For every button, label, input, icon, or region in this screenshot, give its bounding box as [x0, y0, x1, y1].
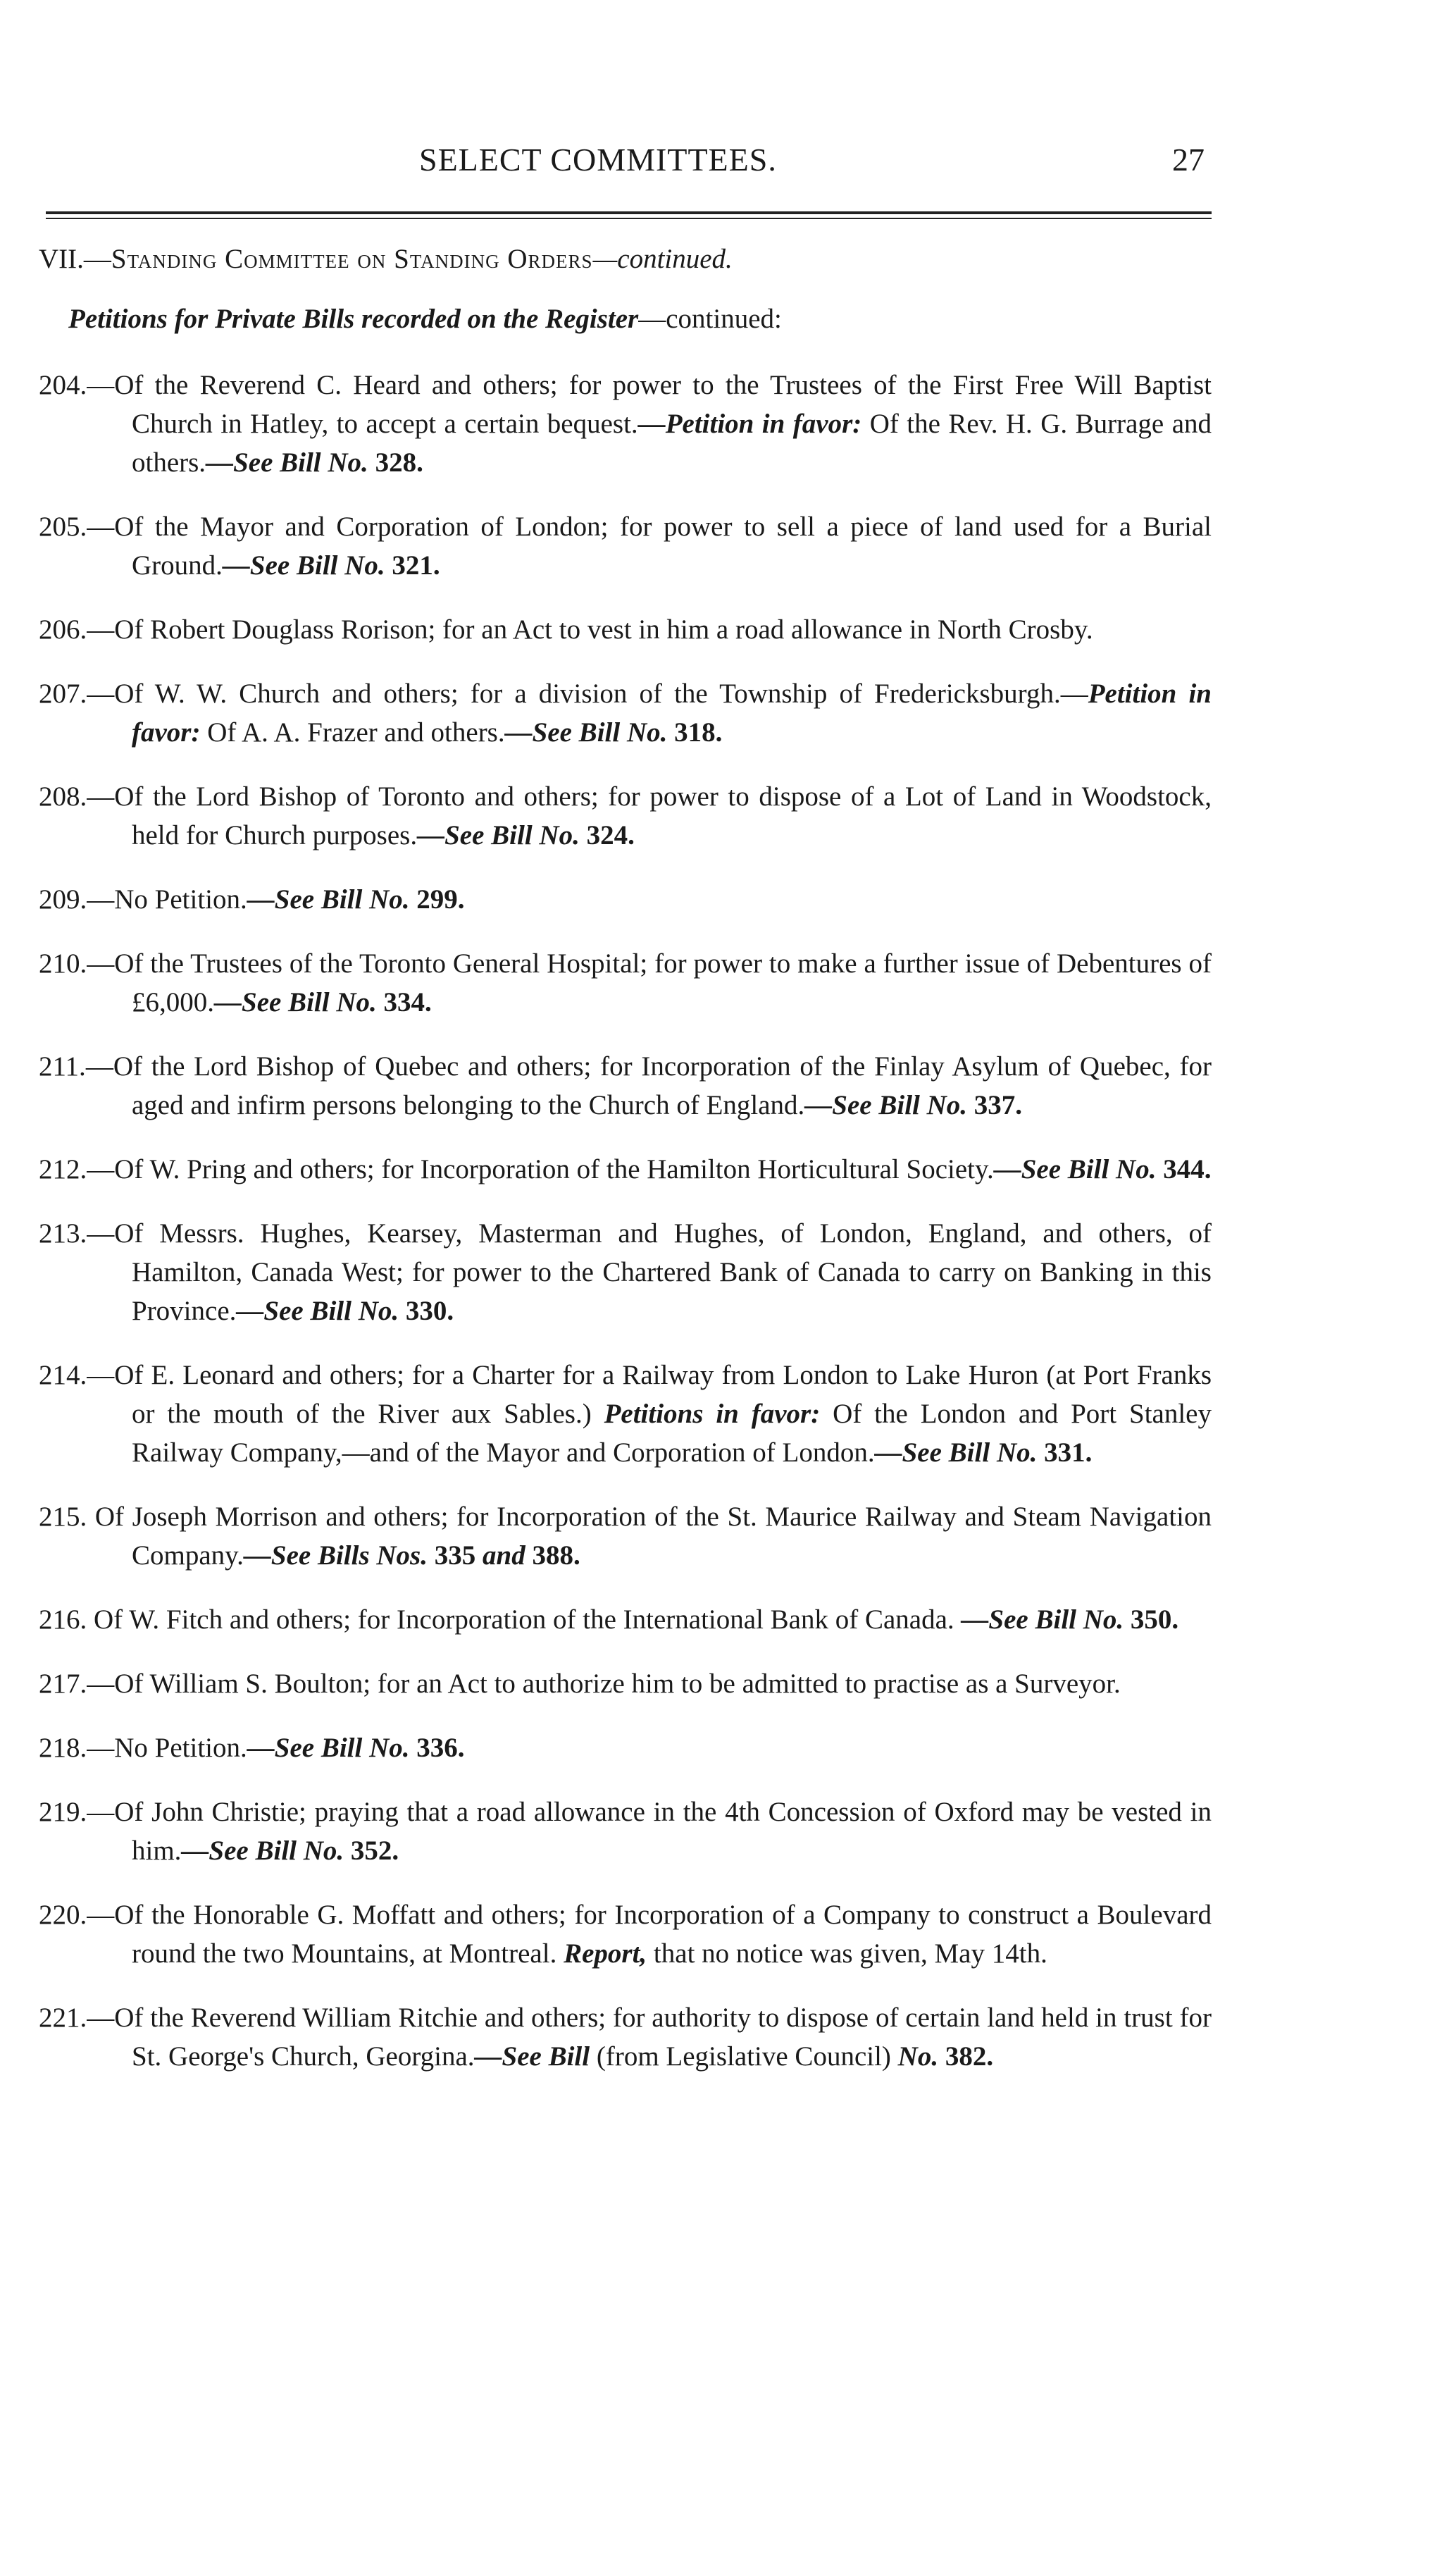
entry-number: 214. [39, 1360, 87, 1390]
entry-text: —Of the Trustees of the Toronto General Hospital; for power to make a further issue of Debentures of £6,000. [87, 948, 1212, 1017]
section-prefix: VII.— [39, 244, 111, 274]
entry-number: 215. [39, 1502, 87, 1532]
entry-number: 218. [39, 1733, 87, 1763]
petition-entry [39, 674, 1212, 752]
bill-number: 321. [385, 550, 440, 581]
entry-number: 216. [39, 1604, 87, 1635]
entry-number: 213. [39, 1218, 87, 1249]
entry-reference: —See Bill No. [247, 884, 410, 915]
petition-entry [39, 777, 1212, 855]
section-suffix: —continued. [592, 244, 733, 274]
entry-reference: —See Bill No. [222, 550, 385, 581]
entry-number: 220. [39, 1900, 87, 1930]
bill-number: 382. [938, 2041, 994, 2072]
entry-text: —Of the Honorable G. Moffatt and others; for Incorporation of a Company to construct a Boulevard round the two Mountains, at Montreal. [87, 1900, 1212, 1969]
entry-text: Of Joseph Morrison and others; for Incorporation of the St. Maurice Railway and Steam Navigation Company. [87, 1502, 1212, 1571]
petition-entry [39, 1895, 1212, 1973]
section-heading [39, 243, 1212, 275]
entry-reference-continued: —See Bill No. [504, 717, 668, 748]
entry-text: —No Petition. [87, 884, 247, 915]
petition-entry [39, 1047, 1212, 1125]
entry-text: —Of John Christie; praying that a road allowance in the 4th Concession of Oxford may be vested in him. [87, 1797, 1212, 1866]
petition-entry [39, 1793, 1212, 1870]
entry-text: Of W. Fitch and others; for Incorporation of the International Bank of Canada. [87, 1604, 962, 1635]
entry-number: 208. [39, 781, 87, 812]
entry-text: —Of William S. Boulton; for an Act to authorize him to be admitted to practise as a Surveyor. [87, 1669, 1121, 1699]
entry-reference: —Petition in favor: [637, 409, 862, 439]
bill-number: 331. [1037, 1437, 1093, 1468]
entry-number: 219. [39, 1797, 87, 1827]
entry-reference: —See Bill No. [804, 1090, 968, 1120]
entry-text: —Of E. Leonard and others; for a Charter for a Railway from London to Lake Huron (at Port Franks or the mouth of the River aux Sables.) [87, 1360, 1212, 1429]
entry-reference: —See Bill No. [247, 1733, 410, 1763]
entry-reference: Petitions in favor: [604, 1399, 821, 1429]
entry-number: 212. [39, 1154, 87, 1184]
entry-reference: —See Bill No. [181, 1836, 344, 1866]
petition-entry [39, 366, 1212, 482]
bill-number: 344. [1156, 1154, 1212, 1184]
entry-reference: Report, [564, 1938, 647, 1969]
bill-number: 335 [428, 1540, 483, 1571]
section-name: Standing Committee on Standing Orders [111, 244, 593, 274]
entry-text: —Of the Reverend William Ritchie and others; for authority to dispose of certain land held in trust for St. George's Church, Georgina. [87, 2003, 1212, 2072]
entry-reference: —See Bill No. [214, 987, 377, 1017]
petition-entry [39, 1214, 1212, 1330]
entry-text: —Of the Mayor and Corporation of London; for power to sell a piece of land used for a Burial Ground. [87, 512, 1212, 581]
entry-text-continued: (from Legislative Council) [590, 2041, 898, 2072]
entry-reference-continued: No. [897, 2041, 939, 2072]
header-rule-thick [46, 211, 1212, 214]
entry-text: —Of the Reverend C. Heard and others; for power to the Trustees of the First Free Will Baptist Church in Hatley, to accept a certain bequest. [87, 370, 1212, 439]
bill-number: 330. [399, 1296, 454, 1326]
entry-reference-continued: —See Bill No. [206, 447, 368, 478]
bill-number: 328. [368, 447, 423, 478]
header-rule-thin [46, 218, 1212, 219]
petition-entry [39, 1664, 1212, 1703]
petition-entry [39, 507, 1212, 585]
entry-reference-conjunction: and [483, 1540, 525, 1571]
entry-number: 211. [39, 1051, 86, 1082]
entry-text-continued: that no notice was given, May 14th. [647, 1938, 1047, 1969]
bill-number-second: 388. [525, 1540, 580, 1571]
petition-entry [39, 1728, 1212, 1767]
page-number: 27 [1172, 142, 1205, 178]
entry-reference: —See Bill No. [993, 1154, 1157, 1184]
petition-entry [39, 1150, 1212, 1189]
petition-entry [39, 1998, 1212, 2076]
petition-entry [39, 880, 1212, 919]
subheading-tail: —continued: [638, 304, 782, 334]
entry-text: —Of the Lord Bishop of Toronto and others; for power to dispose of a Lot of Land in Woodstock, held for Church purposes. [87, 781, 1212, 850]
entry-text: —No Petition. [87, 1733, 247, 1763]
entry-number: 207. [39, 679, 87, 709]
entry-text-continued: Of the Rev. H. G. Burrage and others. [132, 409, 1212, 478]
entry-number: 209. [39, 884, 87, 915]
entry-reference: Petition in favor: [132, 679, 1212, 748]
entry-number: 204. [39, 370, 87, 400]
petition-list [39, 366, 1212, 2076]
bill-number: 318. [667, 717, 723, 748]
entry-number: 206. [39, 614, 87, 645]
entry-text: —Of the Lord Bishop of Quebec and others; for Incorporation of the Finlay Asylum of Quebec, for aged and infirm persons belonging to the Church of England. [85, 1051, 1212, 1120]
bill-number: 350. [1124, 1604, 1179, 1635]
entry-number: 210. [39, 948, 87, 979]
petition-entry [39, 610, 1212, 649]
entry-text: —Of W. W. Church and others; for a division of the Township of Fredericksburgh.— [87, 679, 1088, 709]
petition-entry [39, 1600, 1212, 1639]
subheading-italic: Petitions for Private Bills recorded on the Register [68, 304, 639, 334]
subheading [68, 303, 1212, 335]
petition-entry [39, 1497, 1212, 1575]
bill-number: 336. [409, 1733, 465, 1763]
entry-number: 205. [39, 512, 87, 542]
entry-text-continued: Of the London and Port Stanley Railway Company,—and of the Mayor and Corporation of London. [132, 1399, 1212, 1468]
page-header [39, 141, 1212, 183]
entry-reference: —See Bill No. [961, 1604, 1124, 1635]
bill-number: 337. [967, 1090, 1023, 1120]
entry-reference: —See Bill No. [236, 1296, 399, 1326]
bill-number: 324. [579, 820, 635, 850]
entry-text: —Of Robert Douglass Rorison; for an Act to vest in him a road allowance in North Crosby. [87, 614, 1093, 645]
bill-number: 352. [344, 1836, 399, 1866]
entry-text-continued: Of A. A. Frazer and others. [200, 717, 505, 748]
entry-number: 221. [39, 2003, 87, 2033]
entry-number: 217. [39, 1669, 87, 1699]
entry-reference: —See Bills Nos. [243, 1540, 428, 1571]
page [39, 0, 1212, 2574]
page-content [39, 243, 1212, 2101]
petition-entry [39, 944, 1212, 1022]
entry-text: —Of W. Pring and others; for Incorporation of the Hamilton Horticultural Society. [87, 1154, 994, 1184]
entry-reference: —See Bill No. [417, 820, 580, 850]
entry-text: —Of Messrs. Hughes, Kearsey, Masterman and Hughes, of London, England, and others, of Hamilton, Canada West; for power to the Chartered Bank of Canada to carry on Banking in this Province. [87, 1218, 1212, 1326]
bill-number: 299. [409, 884, 465, 915]
bill-number: 334. [376, 987, 432, 1017]
petition-entry [39, 1356, 1212, 1472]
entry-reference-continued: —See Bill No. [874, 1437, 1038, 1468]
running-title: SELECT COMMITTEES. [419, 142, 777, 178]
entry-reference: —See Bill [474, 2041, 590, 2072]
